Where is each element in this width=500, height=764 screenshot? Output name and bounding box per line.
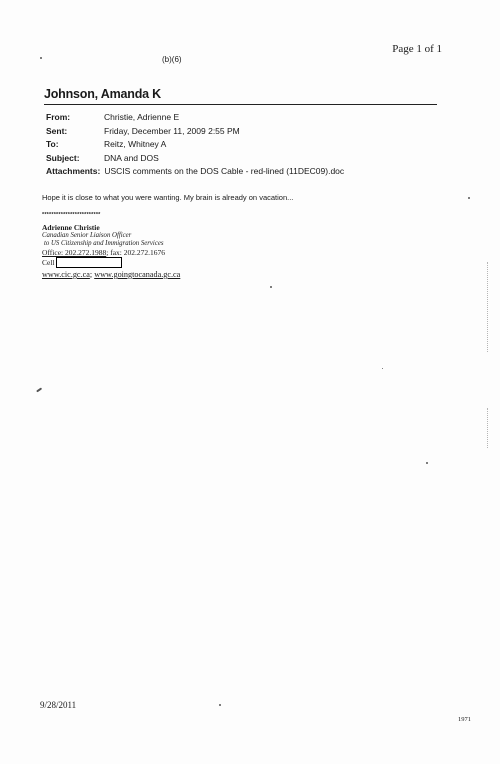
attachment-filename: USCIS comments on the DOS Cable - red-lined (11DEC09).doc xyxy=(104,166,345,176)
signature-agency: to US Citizenship and Immigration Services xyxy=(44,240,164,247)
signature-office-phone xyxy=(42,248,180,257)
email-body: Hope it is close to what you were wanting. My brain is already on vacation... xyxy=(42,193,294,202)
scan-speck xyxy=(426,462,428,464)
scan-speck xyxy=(468,197,470,199)
cell-label: Cell xyxy=(42,257,55,267)
link-separator: ; xyxy=(89,270,95,279)
email-headers xyxy=(44,112,344,180)
email-signature xyxy=(42,223,180,281)
fax-number: ; fax: 202.272.1676 xyxy=(106,248,165,257)
signature-title: Canadian Senior Liaison Officer xyxy=(42,232,132,239)
signature-cell-phone xyxy=(42,257,180,268)
redaction-code: (b)(6) xyxy=(162,55,182,64)
from-row xyxy=(44,112,344,126)
scan-mark xyxy=(36,387,42,392)
sent-value: Friday, December 11, 2009 2:55 PM xyxy=(104,125,240,136)
scan-speck xyxy=(382,368,383,369)
sent-label: Sent: xyxy=(46,125,68,136)
signature-separator: ************************* xyxy=(42,212,101,218)
scan-speck xyxy=(219,704,221,706)
office-number: Office: 202.272.1988 xyxy=(42,248,107,257)
subject-row xyxy=(44,153,344,167)
to-row xyxy=(44,139,344,153)
from-label: From: xyxy=(46,112,71,122)
document-number: 1971 xyxy=(458,716,471,723)
attachments-label: Attachments: xyxy=(46,166,101,176)
sent-row xyxy=(44,126,344,140)
subject-label: Subject: xyxy=(46,152,80,163)
scan-margin-dots xyxy=(487,408,489,448)
scan-speck xyxy=(270,286,272,288)
mailbox-owner-name: Johnson, Amanda K xyxy=(44,87,161,101)
header-divider xyxy=(44,104,437,105)
link-goingtocanada[interactable]: www.goingtocanada.gc.ca xyxy=(94,270,181,279)
signature-links xyxy=(42,269,180,281)
attachments-row xyxy=(44,166,344,180)
scan-margin-dots xyxy=(487,262,489,352)
signature-name: Adrienne Christie xyxy=(42,223,100,232)
scan-speck xyxy=(40,57,42,59)
to-value: Reitz, Whitney A xyxy=(104,139,167,149)
link-cic[interactable]: www.cic.gc.ca xyxy=(42,270,90,279)
redaction-box xyxy=(56,257,122,268)
from-value: Christie, Adrienne E xyxy=(104,112,180,122)
page-number: Page 1 of 1 xyxy=(392,43,442,55)
subject-value: DNA and DOS xyxy=(104,152,159,163)
to-label: To: xyxy=(46,139,59,149)
print-date: 9/28/2011 xyxy=(40,700,77,710)
